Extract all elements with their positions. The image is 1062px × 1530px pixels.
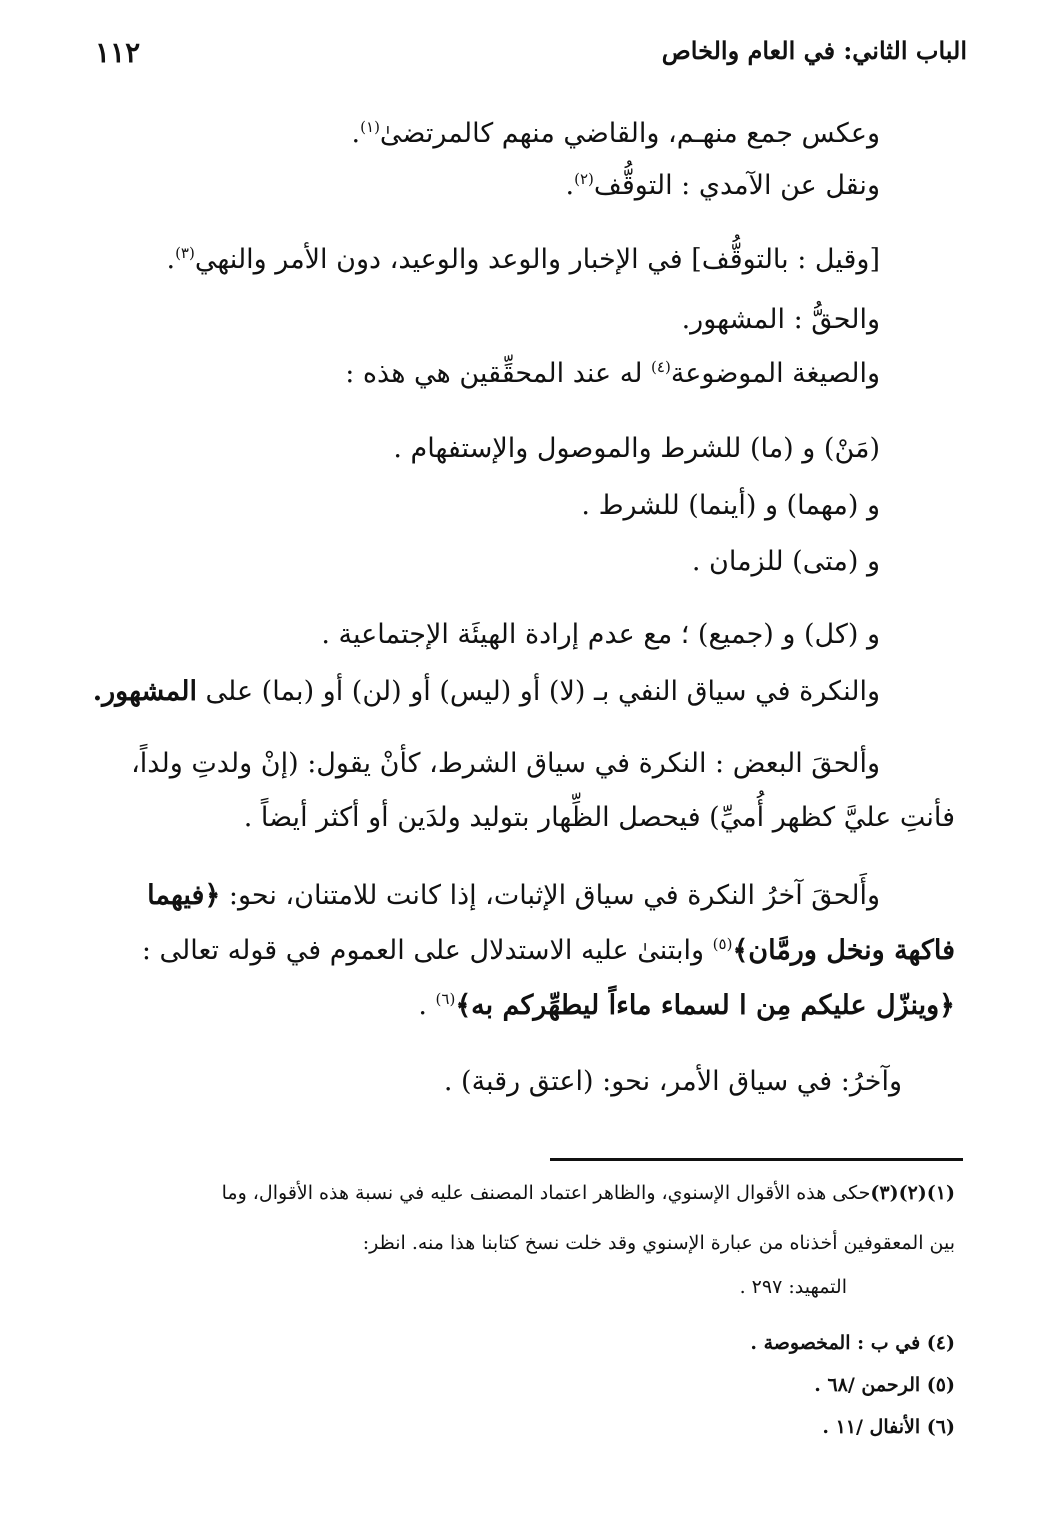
text-line-3: [وقيل : بالتوقُّف] في الإخبار والوعد والوعيد، دون الأمر والنهي$^{(٣)}$. xyxy=(166,244,880,275)
text-line-10: والنكرة في سياق النفي بـ (لا) أو (ليس) أو (لن) أو (بما) على المشهور. xyxy=(92,676,880,707)
text-line-15: ﴿وينزّل عليكم مِن ا لسماء ماءاً ليطهِّركم به﴾$^{(٦)}$ . xyxy=(418,990,955,1021)
footnote-ref-1: (١) xyxy=(360,118,380,136)
quran-quote-end: فاكهة ونخل ورمَّان﴾ xyxy=(732,935,955,966)
text-line-16: وآخرُ: في سياق الأمر، نحو: (اعتق رقبة) . xyxy=(443,1066,902,1097)
text-line-14: فاكهة ونخل ورمَّان﴾$^{(٥)}$ وابتنىٰ عليه الاستدلال على العموم في قوله تعالى : xyxy=(141,935,955,966)
footnote-1-line-1: (١)(٢)(٣)حكى هذه الأقوال الإسنوي، والظاهر اعتماد المصنف عليه في نسبة هذه الأقوال، وما xyxy=(221,1182,955,1204)
footnote-4: (٤) في ب : المخصوصة . xyxy=(750,1332,955,1354)
running-title: الباب الثاني: في العام والخاص xyxy=(661,36,967,65)
footnote-1-line-3: التمهيد: ٢٩٧ . xyxy=(739,1276,847,1298)
text-line-9: و (كل) و (جميع) ؛ مع عدم إرادة الهيئَة الإجتماعية . xyxy=(321,619,880,650)
footnote-ref-4: (٤) xyxy=(651,358,671,376)
text-line-6: (مَنْ) و (ما) للشرط والموصول والإستفهام . xyxy=(393,433,880,464)
footnote-divider xyxy=(550,1158,963,1161)
footnote-ref-3: (٣) xyxy=(175,244,195,262)
text-line-13: وأَلحقَ آخرُ النكرة في سياق الإثبات، إذا كانت للامتنان، نحو: ﴿فيهما xyxy=(147,880,880,911)
quran-quote-start: ﴿فيهما xyxy=(147,880,221,911)
text-line-12: فأنتِ عليَّ كظهر أُميِّ) فيحصل الظِّهار بتوليد ولدَين أو أكثر أيضاً . xyxy=(243,802,955,833)
footnote-5: (٥) الرحمن /٦٨ . xyxy=(814,1374,955,1396)
quran-quote-2: ﴿وينزّل عليكم مِن ا لسماء ماءاً ليطهِّركم به﴾ xyxy=(455,990,955,1021)
footnote-ref-6: (٦) xyxy=(435,990,456,1008)
text-line-11: وألحقَ البعض : النكرة في سياق الشرط، كأنْ يقول: (إنْ ولدتِ ولداً، xyxy=(131,748,880,779)
text-line-4: والحقُّ : المشهور. xyxy=(681,304,880,335)
page-header xyxy=(95,36,967,80)
text-line-1: وعكس جمع منهـم، والقاضي منهم كالمرتضىٰ$^{(١)}$. xyxy=(351,118,880,149)
text-line-8: و (متى) للزمان . xyxy=(691,546,880,577)
text-line-7: و (مهما) و (أينما) للشرط . xyxy=(581,490,880,521)
footnote-1-line-2: بين المعقوفين أخذناه من عبارة الإسنوي وقد خلت نسخ كتابنا هذا منه. انظر: xyxy=(362,1232,955,1254)
footnote-6: (٦) الأنفال /١١ . xyxy=(822,1416,955,1438)
footnote-ref-2: (٢) xyxy=(574,170,594,188)
footnote-ref-5: (٥) xyxy=(712,935,733,953)
text-line-2: ونقل عن الآمدي : التوقُّف$^{(٢)}$. xyxy=(565,170,880,201)
text-line-5: والصيغة الموضوعة$^{(٤)}$ له عند المحقِّقين هي هذه : xyxy=(345,358,880,389)
page-number: ١١٢ xyxy=(95,36,141,69)
